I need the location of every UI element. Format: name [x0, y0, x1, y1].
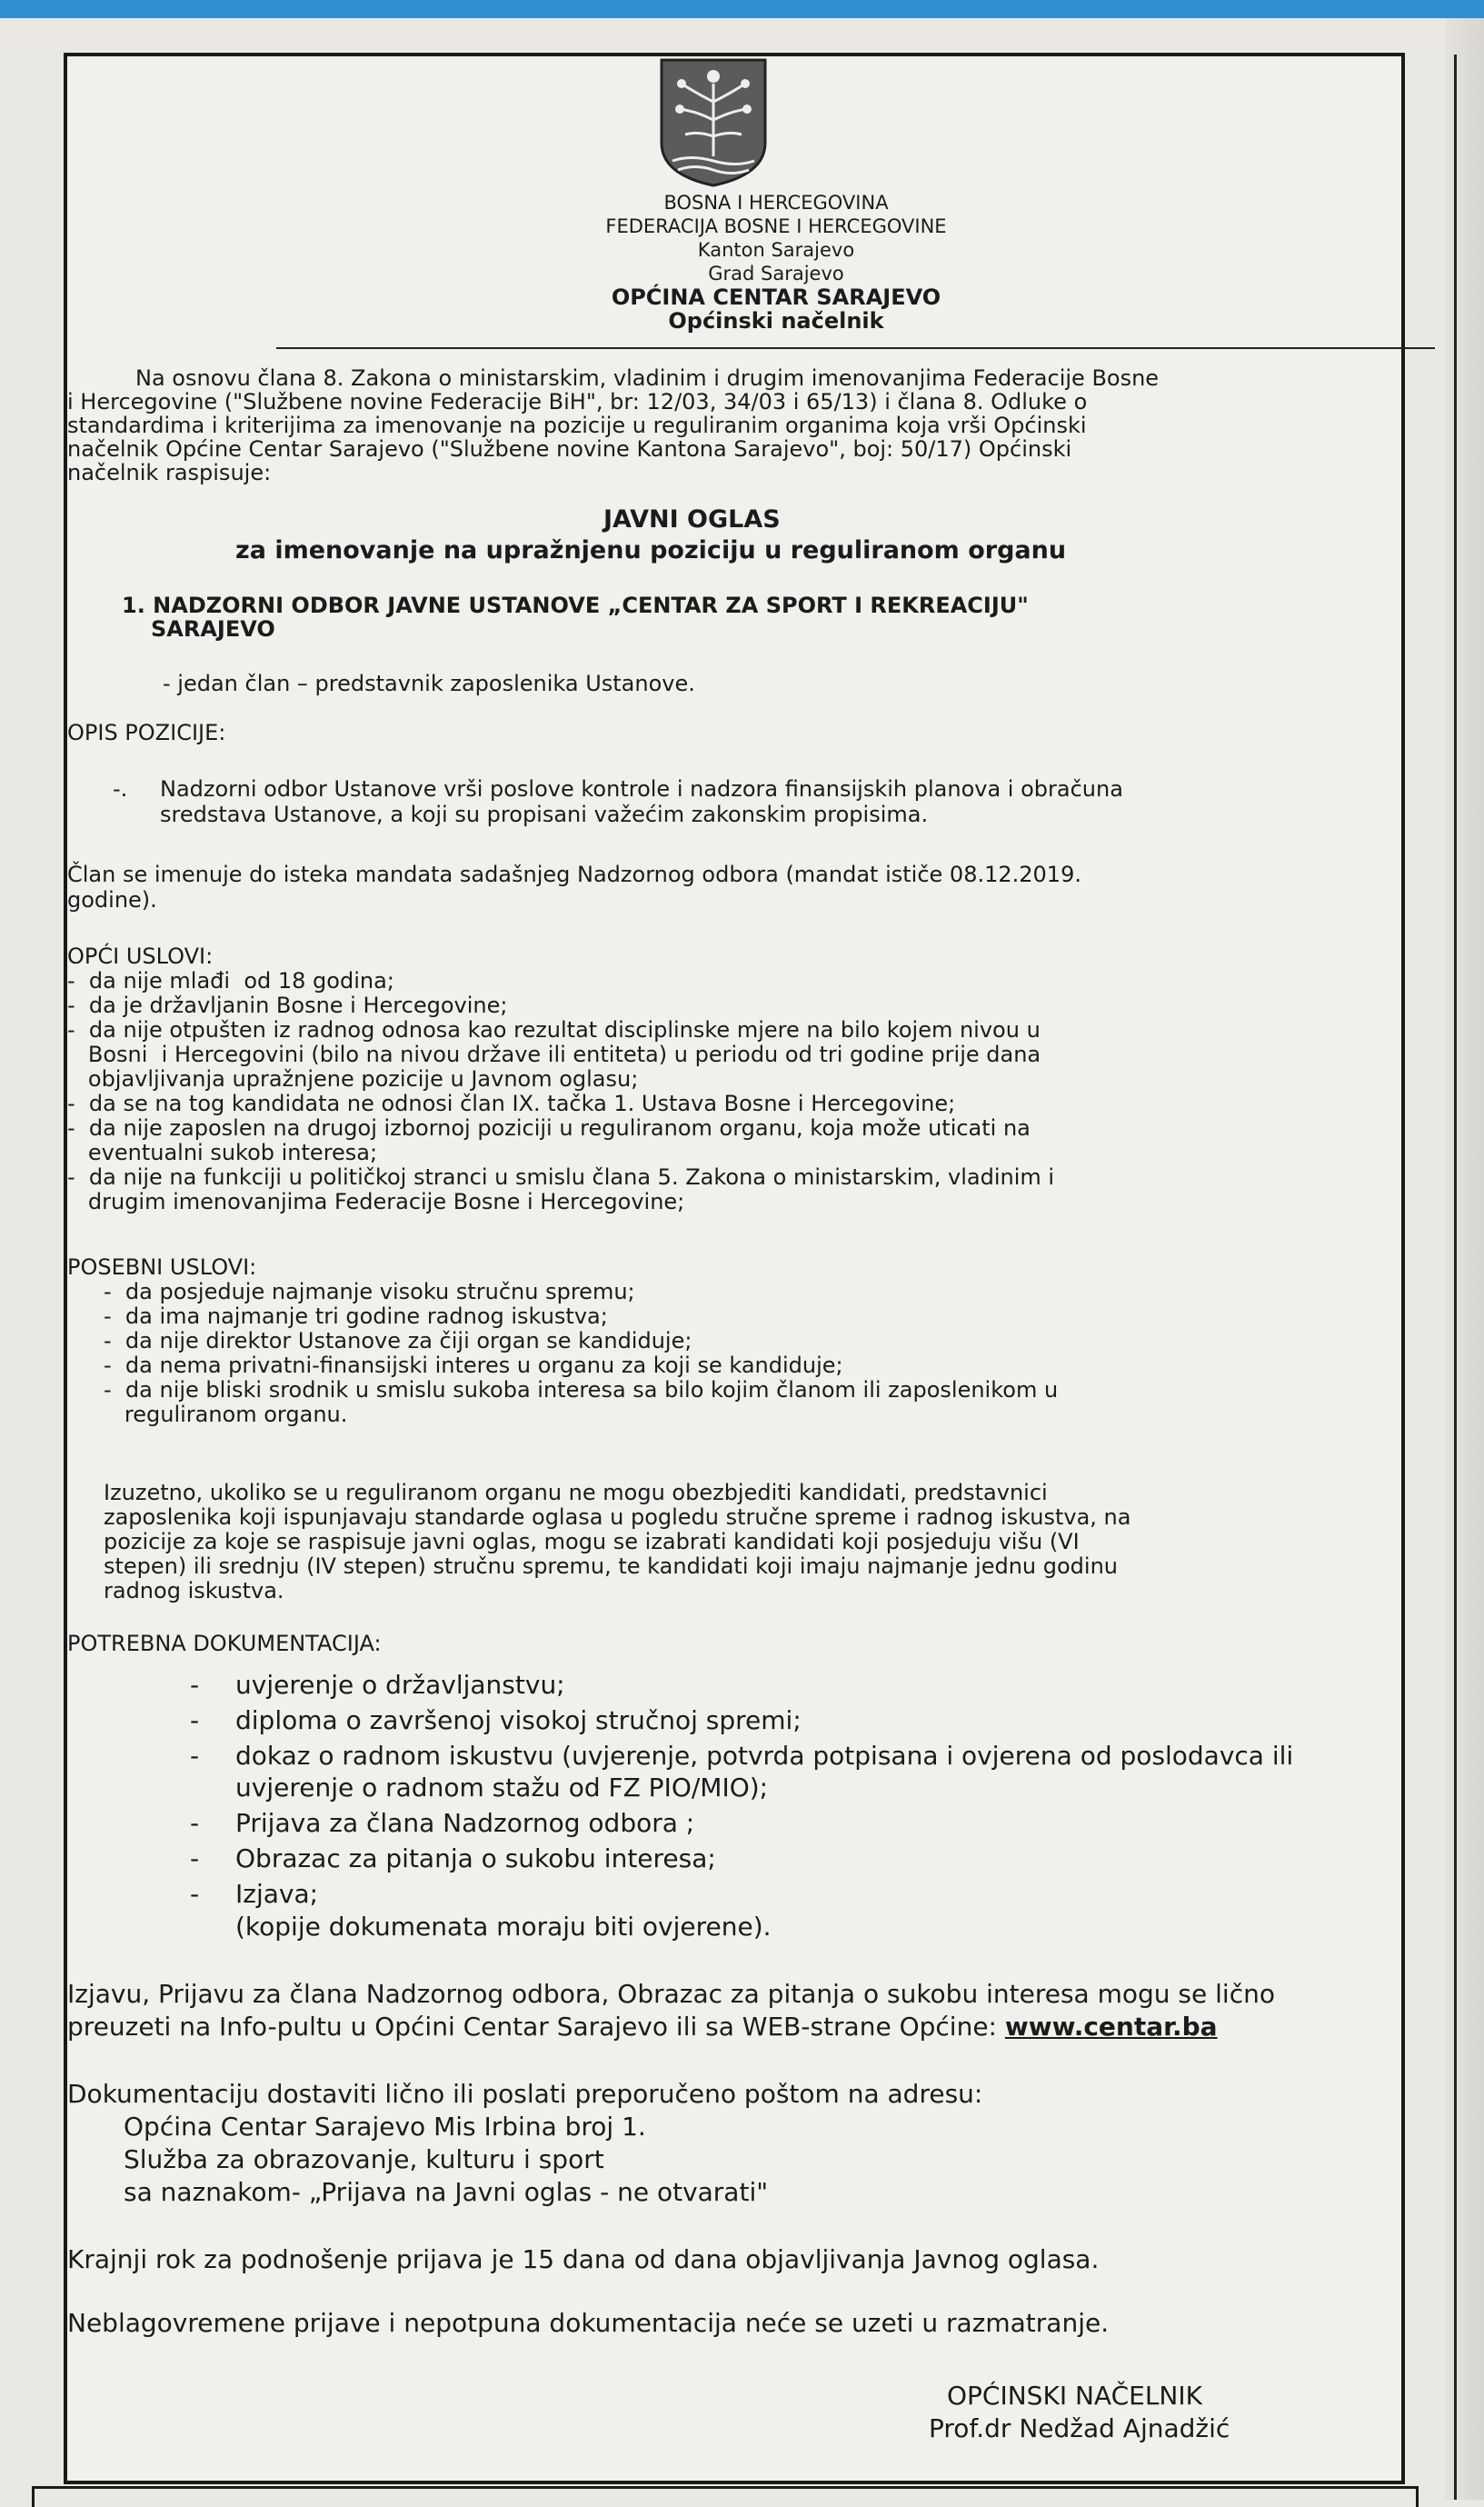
- doc-item: uvjerenje o državljanstvu;: [235, 1670, 565, 1700]
- opci-item: drugim imenovanjima Federacije Bosne i Hercegovine;: [67, 1189, 685, 1214]
- opis-line: sredstava Ustanove, a koji su propisani važećim zakonskim propisima.: [160, 802, 929, 827]
- intro-line: i Hercegovine ("Službene novine Federacije BiH", br: 12/03, 34/03 i 65/13) i člana 8. Odluke o: [67, 389, 1088, 415]
- opci-item: - da se na tog kandidata ne odnosi član IX. tačka 1. Ustava Bosne i Hercegovine;: [67, 1091, 956, 1116]
- signature-title: OPĆINSKI NAČELNIK: [947, 2381, 1202, 2411]
- federation-line: FEDERACIJA BOSNE I HERCEGOVINE: [605, 215, 947, 237]
- opci-item: - da nije na funkciji u političkoj stranci u smislu člana 5. Zakona o ministarskim, vladinim i: [67, 1164, 1055, 1190]
- intro-line: načelnik Općine Centar Sarajevo ("Službene novine Kantona Sarajevo", boj: 50/17) Općinski: [67, 436, 1072, 462]
- issuer-header: [413, 191, 1140, 333]
- header-divider: [276, 347, 1435, 349]
- website-link[interactable]: www.centar.ba: [1004, 2012, 1218, 2042]
- canton-line: Kanton Sarajevo: [697, 239, 855, 261]
- posebni-item: - da posjeduje najmanje visoku stručnu spremu;: [104, 1279, 635, 1304]
- doc-note: (kopije dokumenata moraju biti ovjerene).: [235, 1912, 772, 1942]
- member-line: - jedan član – predstavnik zaposlenika Ustanove.: [163, 671, 695, 696]
- izjavu-line: Izjavu, Prijavu za člana Nadzornog odbora, Obrazac za pitanja o sukobu interesa mogu se lično: [67, 1979, 1275, 2009]
- opci-item: eventualni sukob interesa;: [67, 1140, 378, 1165]
- izuzetno-line: stepen) ili srednju (IV stepen) stručnu spremu, te kandidati koji imaju najmanje jednu godinu: [104, 1553, 1118, 1579]
- mandate-line: Član se imenuje do isteka mandata sadašnjeg Nadzornog odbora (mandat ističe 08.12.2019.: [67, 862, 1081, 887]
- coat-of-arms-icon: [654, 56, 772, 188]
- izjavu-line2: [67, 2013, 1218, 2041]
- adjacent-column-edge: [1445, 18, 1484, 2500]
- izuzetno-line: pozicije za koje se raspisuje javni oglas, mogu se izabrati kandidati koji posjeduju višu (VI: [104, 1529, 1080, 1554]
- public-notice: [64, 53, 1405, 2484]
- intro-line: standardima i kriterijima za imenovanje na pozicije u reguliranim organima koja vrši Općinski: [67, 413, 1087, 438]
- dash: -: [190, 1741, 200, 1771]
- dash: -: [190, 1670, 200, 1700]
- opci-item: - da nije zaposlen na drugoj izbornoj poziciji u reguliranom organu, koja može uticati na: [67, 1115, 1031, 1141]
- top-color-strip: [0, 0, 1484, 18]
- doc-item: Obrazac za pitanja o sukobu interesa;: [235, 1843, 716, 1873]
- dash: -: [190, 1705, 200, 1735]
- opci-item: - da nije otpušten iz radnog odnosa kao rezultat disciplinske mjere na bilo kojem nivou u: [67, 1017, 1041, 1043]
- notice-subtitle: za imenovanje na upražnjenu poziciju u reguliranom organu: [235, 536, 1067, 564]
- intro-line: Na osnovu člana 8. Zakona o ministarskim, vladinim i drugim imenovanjima Federacije Bosne: [135, 365, 1160, 391]
- opci-item: objavljivanja upražnjene pozicije u Javnom oglasu;: [67, 1066, 639, 1092]
- doc-item: Izjava;: [235, 1879, 319, 1909]
- posebni-item: - da nije bliski srodnik u smislu sukoba interesa sa bilo kojim članom ili zaposlenikom u: [104, 1377, 1059, 1403]
- adresa-line: Općina Centar Sarajevo Mis Irbina broj 1.: [124, 2112, 646, 2142]
- opci-heading: OPĆI USLOVI:: [67, 944, 214, 969]
- izuzetno-line: zaposlenika koji ispunjavaju standarde oglasa u pogledu stručne spreme i radnog iskustva, na: [104, 1504, 1131, 1530]
- section1-heading: 1. NADZORNI ODBOR JAVNE USTANOVE „CENTAR ZA SPORT I REKREACIJU": [122, 593, 1029, 618]
- doc-item: dokaz o radnom iskustvu (uvjerenje, potvrda potpisana i ovjerena od poslodavca ili: [235, 1741, 1294, 1771]
- opci-item: - da nije mlađi od 18 godina;: [67, 968, 394, 994]
- posebni-heading: POSEBNI USLOVI:: [67, 1254, 257, 1280]
- adresa-line: Dokumentaciju dostaviti lično ili poslati preporučeno poštom na adresu:: [67, 2079, 983, 2109]
- posebni-item: - da nije direktor Ustanove za čiji organ se kandiduje;: [104, 1328, 692, 1353]
- dash: -: [190, 1843, 200, 1873]
- posebni-item: - da nema privatni-finansijski interes u organu za koji se kandiduje;: [104, 1353, 843, 1378]
- deadline-line: Krajnji rok za podnošenje prijava je 15 dana od dana objavljivanja Javnog oglasa.: [67, 2244, 1100, 2274]
- dokumentacija-heading: POTREBNA DOKUMENTACIJA:: [67, 1631, 382, 1656]
- doc-item-cont: uvjerenje o radnom stažu od FZ PIO/MIO);: [235, 1773, 769, 1803]
- signature-name: Prof.dr Nedžad Ajnadžić: [929, 2413, 1230, 2443]
- adresa-line: Služba za obrazovanje, kulturu i sport: [124, 2144, 604, 2174]
- dash: -: [190, 1879, 200, 1909]
- posebni-item: reguliranom organu.: [104, 1402, 348, 1427]
- opis-line: Nadzorni odbor Ustanove vrši poslove kontrole i nadzora finansijskih planova i obračuna: [160, 776, 1123, 802]
- adresa-line: sa naznakom- „Prijava na Javni oglas - ne otvarati": [124, 2177, 769, 2207]
- mayor-line: Općinski načelnik: [668, 308, 884, 334]
- country-line: BOSNA I HERCEGOVINA: [663, 192, 889, 214]
- opci-item: - da je državljanin Bosne i Hercegovine;: [67, 993, 508, 1018]
- notice-title: JAVNI OGLAS: [603, 505, 781, 534]
- dash: -: [190, 1808, 200, 1838]
- opci-item: Bosni i Hercegovini (bilo na nivou države ili entiteta) u periodu od tri godine prije dana: [67, 1042, 1041, 1067]
- doc-item: diploma o završenoj visokoj stručnoj spremi;: [235, 1705, 802, 1735]
- opis-heading: OPIS POZICIJE:: [67, 720, 226, 745]
- posebni-item: - da ima najmanje tri godine radnog iskustva;: [104, 1303, 608, 1329]
- izuzetno-line: Izuzetno, ukoliko se u reguliranom organu ne mogu obezbjediti kandidati, predstavnici: [104, 1480, 1048, 1505]
- next-notice-edge: [32, 2486, 1419, 2507]
- opis-bullet: -.: [113, 776, 128, 802]
- city-line: Grad Sarajevo: [708, 263, 844, 285]
- izjavu-text: preuzeti na Info-pultu u Općini Centar Sarajevo ili sa WEB-strane Općine:: [67, 2012, 1005, 2042]
- izuzetno-line: radnog iskustva.: [104, 1578, 284, 1603]
- mandate-line: godine).: [67, 887, 157, 913]
- late-applications-line: Neblagovremene prijave i nepotpuna dokumentacija neće se uzeti u razmatranje.: [67, 2308, 1110, 2338]
- section1-heading-cont: SARAJEVO: [151, 616, 275, 642]
- doc-item: Prijava za člana Nadzornog odbora ;: [235, 1808, 695, 1838]
- intro-line: načelnik raspisuje:: [67, 460, 272, 485]
- municipality-line: OPĆINA CENTAR SARAJEVO: [611, 285, 941, 310]
